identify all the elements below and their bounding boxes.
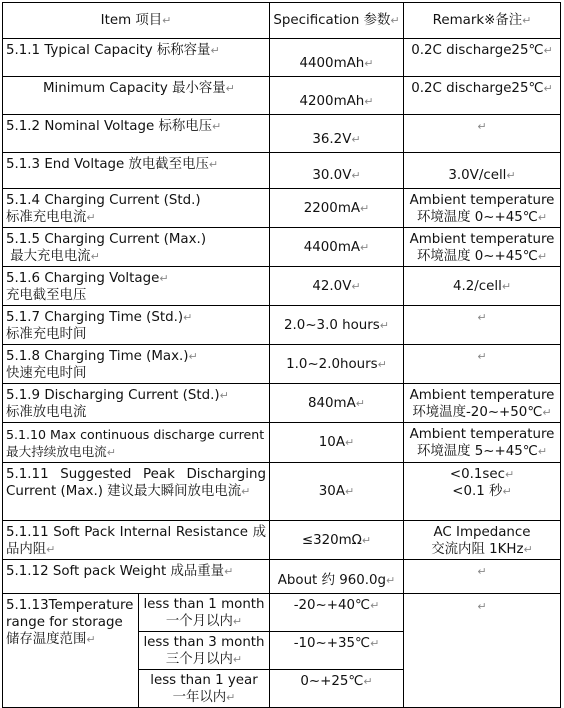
table-row <box>3 267 561 306</box>
spec-cell: ≤320mΩ↵ <box>270 521 404 560</box>
header-spec: Specification 参数↵ <box>270 3 404 39</box>
spec-cell: 4200mAh↵ <box>270 77 404 115</box>
remark-cell: 4.2/cell↵ <box>404 267 561 306</box>
storage-remark-cell: ↵ <box>404 594 561 708</box>
table-row <box>3 423 561 463</box>
item-cell: 5.1.3 End Voltage 放电截至电压↵ <box>3 153 270 189</box>
remark-cell: 3.0V/cell↵ <box>404 153 561 189</box>
header-row <box>3 3 561 39</box>
remark-cell: 0.2C discharge25℃↵ <box>404 77 561 115</box>
item-cell: 5.1.9 Discharging Current (Std.)↵ 标准放电电流 <box>3 384 270 423</box>
storage-range-label: less than 3 month 三个月以内↵ <box>139 632 270 670</box>
item-cell: 5.1.8 Charging Time (Max.)↵ 快速充电时间 <box>3 345 270 384</box>
remark-cell: ↵ <box>404 560 561 594</box>
item-cell: 5.1.7 Charging Time (Std.)↵ 标准充电时间 <box>3 306 270 345</box>
spec-cell: 2200mA↵ <box>270 189 404 228</box>
spec-cell: 10A↵ <box>270 423 404 463</box>
header-item: Item 项目↵ <box>3 3 270 39</box>
item-cell: 5.1.1 Typical Capacity 标称容量↵ <box>3 39 270 77</box>
spec-cell: 4400mAh↵ <box>270 39 404 77</box>
spec-cell: 36.2V↵ <box>270 115 404 153</box>
item-cell: 5.1.10 Max continuous discharge current 最大持续放电电流↵ <box>3 423 270 463</box>
table-row <box>3 115 561 153</box>
table-row <box>3 384 561 423</box>
remark-cell: Ambient temperature 环境温度 0~+45℃↵ <box>404 228 561 267</box>
storage-item-cell: 5.1.13Temperature range for storage 储存温度范围↵ <box>3 594 139 708</box>
table-row <box>3 594 561 632</box>
item-cell: 5.1.5 Charging Current (Max.) 最大充电电流↵ <box>3 228 270 267</box>
table-row <box>3 39 561 77</box>
table-row <box>3 345 561 384</box>
item-cell: 5.1.12 Soft pack Weight 成品重量↵ <box>3 560 270 594</box>
item-cell: 5.1.2 Nominal Voltage 标称电压↵ <box>3 115 270 153</box>
header-remark: Remark※备注↵ <box>404 3 561 39</box>
storage-range-spec: -20~+40℃↵ <box>270 594 404 632</box>
table-row <box>3 228 561 267</box>
item-cell: 5.1.6 Charging Voltage↵ 充电截至电压 <box>3 267 270 306</box>
spec-table <box>2 2 561 708</box>
item-cell: 5.1.11 Soft Pack Internal Resistance 成品内阻↵ <box>3 521 270 560</box>
table-row <box>3 463 561 521</box>
remark-cell: AC Impedance 交流内阻 1KHz↵ <box>404 521 561 560</box>
spec-cell: 30.0V↵ <box>270 153 404 189</box>
remark-cell: Ambient temperature 环境温度 0~+45℃↵ <box>404 189 561 228</box>
item-cell: 5.1.11 Suggested Peak Discharging Current (Max.) 建议最大瞬间放电电流↵ <box>3 463 270 521</box>
remark-cell: ↵ <box>404 306 561 345</box>
remark-cell: 0.2C discharge25℃↵ <box>404 39 561 77</box>
spec-cell: 42.0V↵ <box>270 267 404 306</box>
table-row <box>3 77 561 115</box>
item-cell: Minimum Capacity 最小容量↵ <box>3 77 270 115</box>
spec-cell: 840mA↵ <box>270 384 404 423</box>
table-row <box>3 189 561 228</box>
spec-cell: 2.0~3.0 hours↵ <box>270 306 404 345</box>
spec-cell: 4400mA↵ <box>270 228 404 267</box>
storage-range-spec: 0~+25℃↵ <box>270 670 404 708</box>
remark-cell: Ambient temperature 环境温度-20~+50℃↵ <box>404 384 561 423</box>
table-row <box>3 560 561 594</box>
storage-range-spec: -10~+35℃↵ <box>270 632 404 670</box>
spec-cell: About 约 960.0g↵ <box>270 560 404 594</box>
spec-cell: 1.0~2.0hours↵ <box>270 345 404 384</box>
storage-range-label: less than 1 month 一个月以内↵ <box>139 594 270 632</box>
table-row <box>3 521 561 560</box>
table-row <box>3 153 561 189</box>
table-row <box>3 306 561 345</box>
storage-range-label: less than 1 year 一年以内↵ <box>139 670 270 708</box>
spec-cell: 30A↵ <box>270 463 404 521</box>
item-cell: 5.1.4 Charging Current (Std.) 标准充电电流↵ <box>3 189 270 228</box>
remark-cell: ↵ <box>404 345 561 384</box>
remark-cell: Ambient temperature 环境温度 5~+45℃↵ <box>404 423 561 463</box>
remark-cell: <0.1sec↵ <0.1 秒↵ <box>404 463 561 521</box>
remark-cell: ↵ <box>404 115 561 153</box>
